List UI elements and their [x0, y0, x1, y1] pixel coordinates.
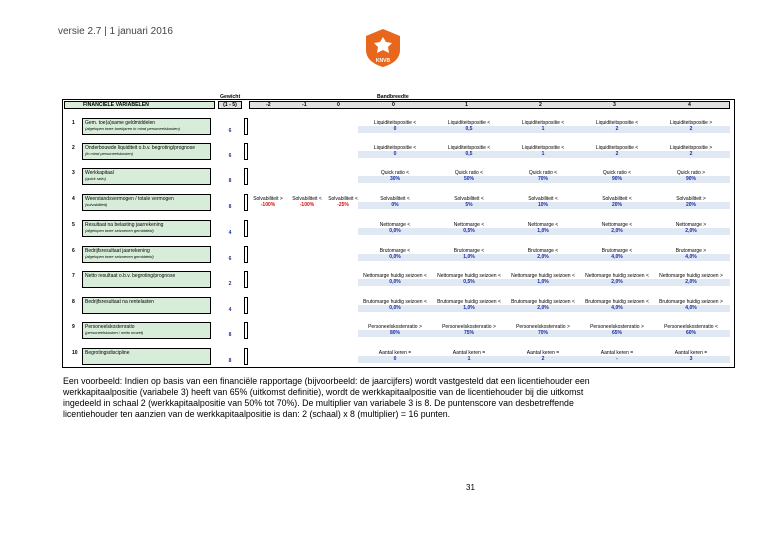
band-cell-condition: Brutomarge <: [379, 248, 411, 254]
band-cell-condition: Brutomarge >: [675, 248, 707, 254]
negative-band-cell-value: -100%: [260, 202, 276, 208]
band-cell-value: 80%: [389, 330, 400, 336]
variables-header: FINANCIELE VARIABELEN: [64, 101, 215, 109]
row-label: [82, 246, 211, 263]
row-multiplier: 4: [228, 230, 232, 236]
band-cell-condition: Nettomarge huidig seizoen >: [659, 273, 723, 279]
row-multiplier: 2: [228, 281, 232, 287]
row-multiplier: 8: [228, 178, 232, 184]
scale-column-2: 0: [337, 102, 340, 108]
band-cell: [507, 273, 579, 285]
band-cell-condition: Liquiditeitspositie <: [447, 120, 491, 126]
row-multiplier: 8: [228, 332, 232, 338]
scale-column-3: 0: [392, 102, 395, 108]
band-cell: [359, 248, 431, 260]
band-cell-value: 0,5%: [463, 279, 475, 285]
row-label: [82, 220, 211, 237]
page-number: 31: [466, 483, 475, 492]
row-number: 4: [72, 196, 75, 202]
band-cell: [507, 170, 579, 182]
band-cell-value: 75%: [463, 330, 474, 336]
band-cell-value: 2: [541, 356, 545, 362]
band-cell-value: 0,0%: [389, 228, 401, 234]
band-cell-condition: Nettomarge <: [453, 222, 485, 228]
negative-band-cell-value: -100%: [299, 202, 315, 208]
row-label-text: Gem. toe(a)same geldmiddelen: [85, 120, 156, 126]
band-cell: [433, 350, 505, 362]
row-label-text: Werkkapitaal: [85, 170, 114, 176]
band-cell-condition: Liquiditeitspositie <: [595, 145, 639, 151]
band-cell-condition: Personeelskostenratio <: [664, 324, 718, 330]
row-label-text: Onderbouwde liquiditeit o.b.v. begroting/prognose: [85, 145, 195, 151]
negative-band-cell-condition: Solvabiliteit >: [253, 196, 283, 202]
band-cell-condition: Brutomarge huidig seizoen <: [585, 299, 649, 305]
band-cell-condition: Liquiditeitspositie <: [521, 145, 565, 151]
band-cell-value: 0%: [391, 202, 399, 208]
band-cell: [359, 299, 431, 311]
band-cell-value: 1: [467, 356, 471, 362]
band-cell-value: 1,0%: [463, 254, 475, 260]
band-cell-value: 1: [541, 126, 545, 132]
band-cell: [655, 350, 727, 362]
band-cell: [581, 248, 653, 260]
band-cell: [433, 222, 505, 234]
band-cell: [507, 222, 579, 234]
row-number: 6: [72, 248, 75, 254]
band-cell-value: 4,0%: [685, 305, 697, 311]
band-cell: [581, 299, 653, 311]
band-cell-value: 2,0%: [537, 305, 549, 311]
row-number: 9: [72, 324, 75, 330]
row-label-sub: (personeelskosten / netto omzet): [85, 330, 144, 335]
row-label: [82, 118, 211, 135]
band-cell-condition: Aantal keren =: [526, 350, 560, 356]
band-cell-value: 0,0%: [389, 279, 401, 285]
negative-band-cell: [250, 196, 286, 208]
band-cell-condition: Liquiditeitspositie <: [521, 120, 565, 126]
band-cell: [359, 170, 431, 182]
band-cell-condition: Nettomarge >: [675, 222, 707, 228]
band-cell: [507, 324, 579, 336]
band-cell-value: 20%: [611, 202, 622, 208]
band-cell-condition: Quick ratio <: [380, 170, 410, 176]
band-cell-condition: Quick ratio <: [602, 170, 632, 176]
band-cell-value: 2,0%: [611, 279, 623, 285]
band-cell-value: 1: [541, 151, 545, 157]
band-cell-condition: Brutomarge <: [453, 248, 485, 254]
band-cell: [359, 324, 431, 336]
weight-input-box[interactable]: [244, 168, 248, 185]
band-cell-value: 20%: [685, 202, 696, 208]
band-cell-condition: Personeelskostenratio >: [590, 324, 644, 330]
band-cell-value: 50%: [463, 176, 474, 182]
band-cell-value: 0,0%: [389, 305, 401, 311]
row-label-sub: (afgelopen twee seizoenen gemiddeld): [85, 228, 154, 233]
scale-column-0: -2: [266, 102, 271, 108]
band-cell-condition: Liquiditeitspositie >: [669, 120, 713, 126]
band-cell-value: 0,5%: [463, 228, 475, 234]
band-cell-value: 70%: [537, 176, 548, 182]
band-cell-condition: Brutomarge <: [601, 248, 633, 254]
band-cell-condition: Nettomarge <: [527, 222, 559, 228]
band-cell: [433, 170, 505, 182]
row-label-text: Netto resultaat o.b.v. begroting/prognose: [85, 273, 176, 279]
band-cell-value: 2,0%: [685, 228, 697, 234]
scale-range: (1 - 5): [218, 101, 242, 109]
band-cell: [433, 273, 505, 285]
band-cell-value: 4,0%: [611, 305, 623, 311]
row-label-text: Begrotingsdiscipline: [85, 350, 130, 356]
row-number: 5: [72, 222, 75, 228]
band-cell: [507, 145, 579, 157]
band-cell: [507, 196, 579, 208]
gewicht-header: Gewicht: [220, 94, 241, 100]
band-cell-condition: Personeelskostenratio >: [516, 324, 570, 330]
band-cell-value: 2,0%: [611, 228, 623, 234]
band-cell-condition: Nettomarge huidig seizoen <: [363, 273, 427, 279]
band-cell-value: 90%: [611, 176, 622, 182]
band-cell-value: 2: [615, 126, 619, 132]
row-label-sub: (in mind personeelskosten): [85, 151, 134, 156]
band-cell-value: 2,0%: [537, 254, 549, 260]
band-cell: [581, 145, 653, 157]
band-cell-condition: Aantal keren =: [674, 350, 708, 356]
band-cell: [655, 273, 727, 285]
band-cell-condition: Solvabiliteit <: [380, 196, 410, 202]
row-label-sub: (quick ratio): [85, 176, 106, 181]
band-cell: [359, 196, 431, 208]
scale-column-7: 4: [688, 102, 691, 108]
row-label: [82, 143, 211, 160]
scale-column-4: 1: [465, 102, 468, 108]
band-cell-value: 90%: [685, 176, 696, 182]
weight-input-box[interactable]: [244, 143, 248, 160]
band-cell-condition: Brutomarge huidig seizoen <: [437, 299, 501, 305]
row-label-text: Personeelskostenratio: [85, 324, 135, 330]
row-label: [82, 194, 211, 211]
row-multiplier: 8: [228, 358, 232, 364]
band-cell: [359, 145, 431, 157]
weight-input-box[interactable]: [244, 297, 248, 314]
row-label-text: Bedrijfsresultaat jaarrekening: [85, 248, 150, 254]
negative-band-cell-condition: Solvabiliteit <: [292, 196, 322, 202]
band-cell-condition: Aantal keren =: [600, 350, 634, 356]
row-number: 2: [72, 145, 75, 151]
row-multiplier: 6: [228, 128, 232, 134]
example-paragraph: Een voorbeeld: Indien op basis van een financiële rapportage (bijvoorbeeld: de jaarcijfers) wordt vastgesteld dat een licentiehouder een werkkapitaalpositie (variabele 3) heeft van 65% (uitkomst definitie), wordt de werkkapitaalpositie van de licentiehouder bij die uitkomst ingedeeld in schaal 2 (werkkapitaalpositie van 50% tot 70%). De multiplier van variabele 3 is 8. De puntenscore van desbetreffende licentiehouder ten aanzien van de werkkapitaalpositie is dan: 2 (schaal) x 8 (multiplier) = 16 punten.: [63, 376, 590, 419]
row-label-text: Bedrijfsresultaat na rentelasten: [85, 299, 154, 305]
negative-band-cell: [325, 196, 361, 208]
band-cell: [581, 324, 653, 336]
scale-column-1: -1: [302, 102, 307, 108]
band-cell-value: 30%: [389, 176, 400, 182]
band-cell-value: 5%: [465, 202, 473, 208]
band-cell: [655, 145, 727, 157]
band-cell: [581, 120, 653, 132]
weight-input-box[interactable]: [244, 194, 248, 211]
row-label-text: Weerstandsvermogen / totale vermogen: [85, 196, 174, 202]
band-cell: [359, 350, 431, 362]
band-cell-condition: Brutomarge huidig seizoen <: [363, 299, 427, 305]
weight-input-box[interactable]: [244, 118, 248, 135]
band-cell-condition: Nettomarge <: [379, 222, 411, 228]
band-cell-condition: Solvabiliteit <: [528, 196, 558, 202]
row-number: 7: [72, 273, 75, 279]
band-cell-value: 70%: [537, 330, 548, 336]
band-cell: [433, 248, 505, 260]
band-cell: [433, 145, 505, 157]
band-cell-value: 0,5: [465, 126, 473, 132]
band-cell: [507, 350, 579, 362]
band-cell: [581, 170, 653, 182]
row-number: 10: [72, 350, 78, 356]
band-cell: [507, 299, 579, 311]
band-cell: [655, 324, 727, 336]
weight-input-box[interactable]: [244, 271, 248, 288]
band-cell-condition: Nettomarge huidig seizoen <: [437, 273, 501, 279]
band-cell: [433, 324, 505, 336]
row-label-sub: (afgelopen twee seizoenen gemiddeld): [85, 254, 154, 259]
row-label: [82, 168, 211, 185]
band-cell-value: 0: [393, 126, 397, 132]
weight-input-box[interactable]: [244, 322, 248, 339]
row-label-sub: (afgelopen twee boekjaren in mind personeelskosten): [85, 126, 180, 131]
band-cell-condition: Liquiditeitspositie <: [373, 145, 417, 151]
band-cell-condition: Aantal keren =: [452, 350, 486, 356]
row-label-text: Resultaat na belasting jaarrekening: [85, 222, 164, 228]
band-cell-value: 1,0%: [463, 305, 475, 311]
band-cell-condition: Liquiditeitspositie <: [595, 120, 639, 126]
negative-band-cell-value: -25%: [337, 202, 349, 208]
band-cell-value: 2: [615, 151, 619, 157]
band-cell-condition: Quick ratio <: [454, 170, 484, 176]
band-cell: [359, 120, 431, 132]
weight-input-box[interactable]: [244, 220, 248, 237]
row-number: 8: [72, 299, 75, 305]
band-cell-value: 60%: [685, 330, 696, 336]
band-cell-value: 2: [689, 151, 693, 157]
version-label: versie 2.7 | 1 januari 2016: [58, 26, 173, 37]
bandbreedte-header: Bandbreedte: [377, 94, 409, 100]
band-cell-condition: Liquiditeitspositie <: [447, 145, 491, 151]
band-cell-value: 0,0%: [389, 254, 401, 260]
band-cell-condition: Liquiditeitspositie >: [669, 145, 713, 151]
band-cell: [655, 170, 727, 182]
row-multiplier: 6: [228, 153, 232, 159]
band-cell-value: 1,0%: [537, 228, 549, 234]
scale-column-6: 3: [613, 102, 616, 108]
band-cell: [359, 222, 431, 234]
band-cell: [655, 248, 727, 260]
band-cell-condition: Brutomarge <: [527, 248, 559, 254]
band-cell: [433, 120, 505, 132]
band-cell: [507, 120, 579, 132]
weight-input-box[interactable]: [244, 348, 248, 365]
negative-band-cell: [289, 196, 325, 208]
band-cell-value: 1,0%: [537, 279, 549, 285]
band-cell-value: 3: [689, 356, 693, 362]
band-cell-value: 2: [689, 126, 693, 132]
band-cell-condition: Nettomarge huidig seizoen <: [511, 273, 575, 279]
band-cell: [581, 196, 653, 208]
band-cell: [655, 120, 727, 132]
row-multiplier: 4: [228, 307, 232, 313]
band-cell: [581, 222, 653, 234]
band-cell-value: 4,0%: [685, 254, 697, 260]
band-cell: [507, 248, 579, 260]
band-cell-value: 10%: [537, 202, 548, 208]
band-cell-value: 0: [393, 151, 397, 157]
band-cell-value: 65%: [611, 330, 622, 336]
band-cell-condition: Personeelskostenratio >: [368, 324, 422, 330]
band-cell-value: 4,0%: [611, 254, 623, 260]
band-cell-condition: Quick ratio <: [528, 170, 558, 176]
band-cell-value: 0: [393, 356, 397, 362]
scale-header-bar: [249, 101, 730, 109]
band-cell-condition: Personeelskostenratio >: [442, 324, 496, 330]
band-cell-condition: Solvabiliteit >: [676, 196, 706, 202]
row-label: [82, 348, 211, 365]
band-cell-condition: Brutomarge huidig seizoen >: [659, 299, 723, 305]
row-label: [82, 297, 211, 314]
band-cell: [433, 299, 505, 311]
band-cell-value: 0,5: [465, 151, 473, 157]
row-multiplier: 6: [228, 256, 232, 262]
band-cell: [655, 222, 727, 234]
band-cell-value: 2,0%: [685, 279, 697, 285]
band-cell-value: -: [616, 356, 618, 362]
row-multiplier: 8: [228, 204, 232, 210]
row-label-sub: (solvabiliteit): [85, 202, 108, 207]
band-cell: [359, 273, 431, 285]
band-cell-condition: Liquiditeitspositie <: [373, 120, 417, 126]
band-cell: [433, 196, 505, 208]
row-number: 3: [72, 170, 75, 176]
weight-input-box[interactable]: [244, 246, 248, 263]
band-cell-condition: Aantal keren =: [378, 350, 412, 356]
band-cell-condition: Solvabiliteit <: [454, 196, 484, 202]
band-cell-condition: Brutomarge huidig seizoen <: [511, 299, 575, 305]
row-number: 1: [72, 120, 75, 126]
band-cell: [581, 350, 653, 362]
band-cell-condition: Solvabiliteit <: [602, 196, 632, 202]
band-cell: [655, 299, 727, 311]
logo-text: KNVB: [375, 58, 391, 64]
knvb-logo: [364, 28, 402, 68]
band-cell: [655, 196, 727, 208]
band-cell: [581, 273, 653, 285]
scale-column-5: 2: [539, 102, 542, 108]
negative-band-cell-condition: Solvabiliteit <: [328, 196, 358, 202]
band-cell-condition: Nettomarge huidig seizoen <: [585, 273, 649, 279]
row-label: [82, 271, 211, 288]
row-label: [82, 322, 211, 339]
band-cell-condition: Nettomarge <: [601, 222, 633, 228]
band-cell-condition: Quick ratio >: [676, 170, 706, 176]
